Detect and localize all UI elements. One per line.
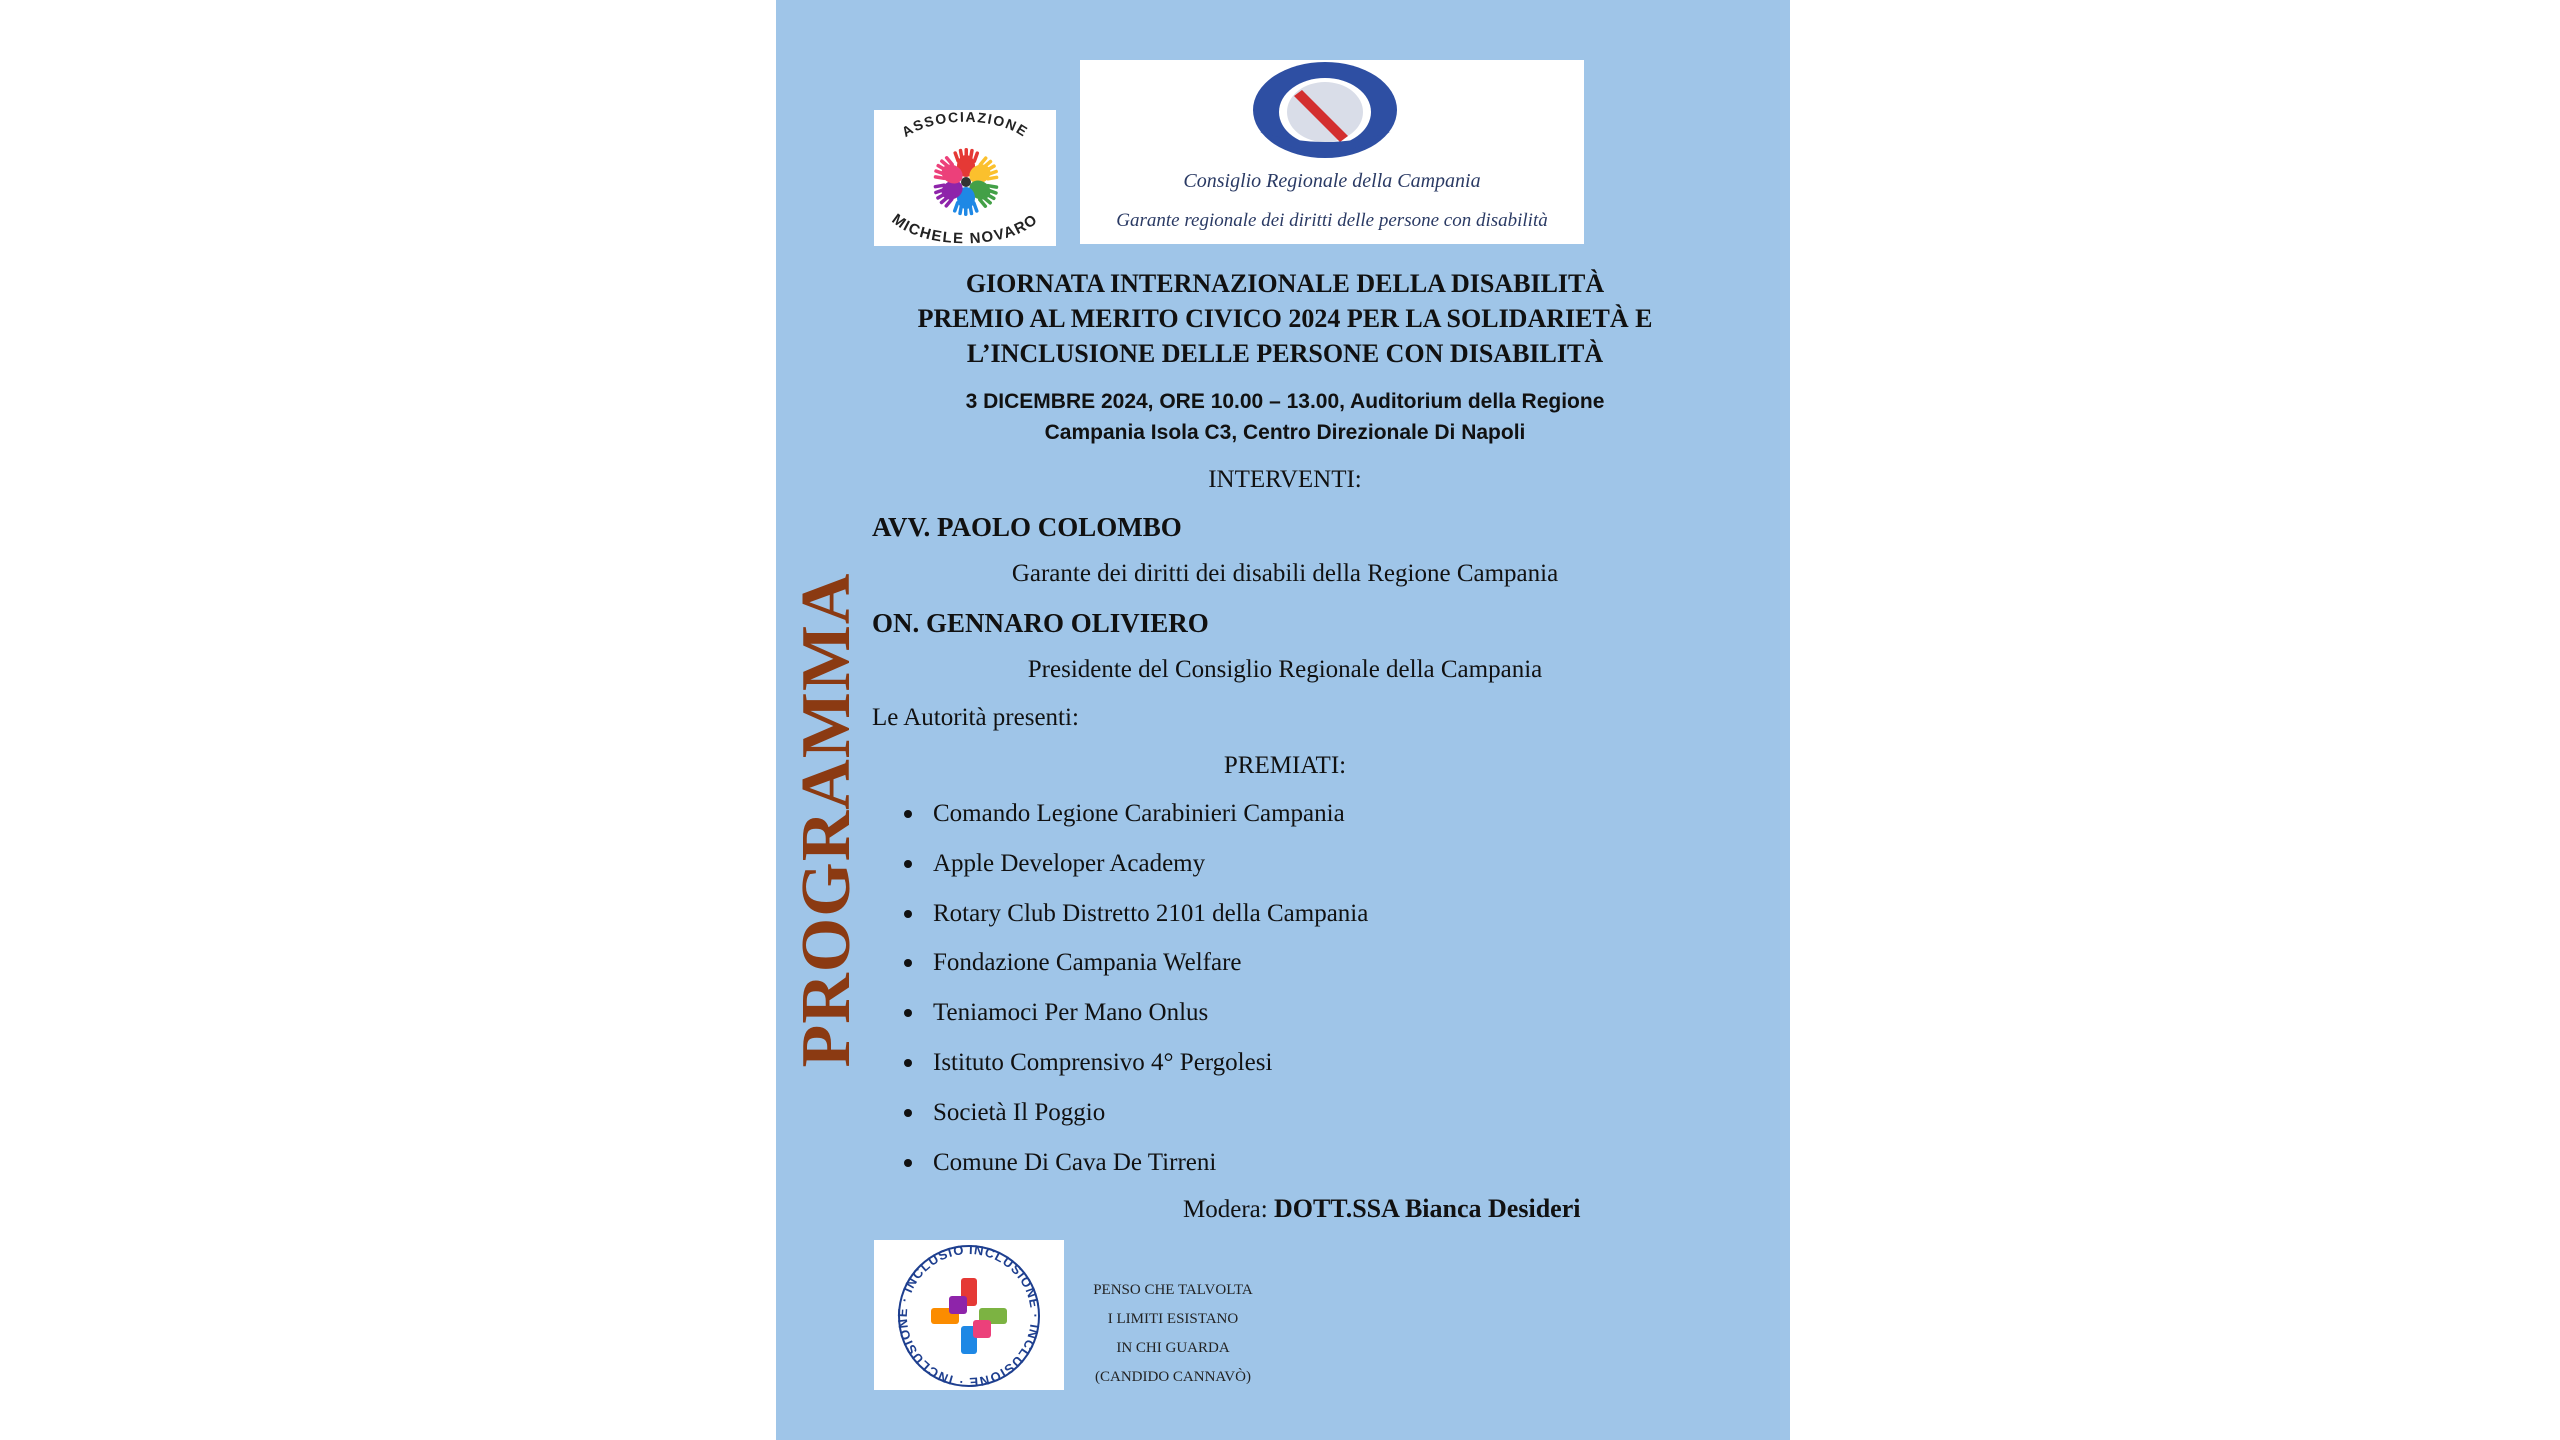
associazione-logo [874,110,1056,246]
bullet-icon [904,860,912,868]
speaker-name: AVV. PAOLO COLOMBO [872,512,1182,542]
date-line: 3 DICEMBRE 2024, ORE 10.00 – 13.00, Auditorium della Regione [965,390,1605,413]
bullet-icon [904,910,912,918]
speaker-role: Presidente del Consiglio Regionale della Campania [1027,656,1543,683]
award-name: Apple Developer Academy [933,849,1206,877]
event-date-location [860,386,1710,448]
campania-emblem-icon [1080,60,1584,170]
speaker-name: ON. GENNARO OLIVIERO [872,608,1209,638]
list-item [872,1045,1368,1095]
event-title-line: L’INCLUSIONE DELLE PERSONE CON DISABILITÀ [966,339,1604,368]
list-item [872,995,1368,1045]
svg-text:ASSOCIAZIONE [899,110,1031,140]
quote-block [1068,1276,1278,1392]
puzzle-piece [949,1296,967,1314]
moderator-label: Modera: [1183,1196,1268,1223]
consiglio-regionale-logo [1080,60,1584,244]
list-item [872,796,1368,846]
event-title-line: PREMIO AL MERITO CIVICO 2024 PER LA SOLIDARIETÀ E [917,304,1653,333]
award-name: Rotary Club Distretto 2101 della Campania [933,899,1369,927]
premiati-label: PREMIATI: [1223,752,1347,779]
location-line: Campania Isola C3, Centro Direzionale Di Napoli [1044,421,1526,444]
bullet-icon [904,1109,912,1117]
programma-side-title: PROGRAMMA [788,572,865,1068]
list-item [872,846,1368,896]
bullet-icon [904,1059,912,1067]
inclusione-logo [874,1240,1064,1390]
award-name: Comune Di Cava De Tirreni [933,1148,1217,1176]
inclusione-ring-text: INCLUSIONE · INCLUSIONE · INCLUSIONE · INCLUSIO [894,1241,1043,1390]
list-item [872,1095,1368,1145]
list-item [872,945,1368,995]
award-name: Teniamoci Per Mano Onlus [933,999,1209,1027]
assoc-logo-text-top: ASSOCIAZIONE [898,110,1032,140]
consiglio-subtitle: Garante regionale dei diritti delle persone con disabilità [1116,210,1548,231]
moderator-name: DOTT.SSA Bianca Desideri [1273,1194,1581,1223]
list-item [872,896,1368,946]
moderator-line [1183,1194,1580,1224]
colored-hands-icon [930,148,1002,216]
bullet-icon [904,959,912,967]
award-name: Comando Legione Carabinieri Campania [933,800,1345,827]
consiglio-name: Consiglio Regionale della Campania [1183,170,1481,192]
award-name: Istituto Comprensivo 4° Pergolesi [933,1048,1273,1076]
award-name: Società Il Poggio [933,1098,1106,1126]
bullet-icon [904,1159,912,1167]
inclusione-logo-graphic [874,1240,1064,1390]
authorities-line: Le Autorità presenti: [872,704,1079,731]
bullet-icon [904,810,912,818]
list-item [872,1145,1368,1195]
interventi-label: INTERVENTI: [1208,466,1362,493]
associazione-logo-graphic [874,110,1056,246]
quote-line: IN CHI GUARDA [1116,1340,1230,1356]
awards-list [872,796,1368,1194]
event-title [860,266,1710,371]
quote-line: PENSO CHE TALVOLTA [1093,1282,1253,1298]
assoc-logo-text-bottom: MICHELE NOVARO [888,210,1042,246]
bullet-icon [904,1009,912,1017]
speaker-role: Garante dei diritti dei disabili della Regione Campania [1011,560,1559,587]
event-title-line: GIORNATA INTERNAZIONALE DELLA DISABILITÀ [965,269,1605,298]
quote-author: (CANDIDO CANNAVÒ) [1095,1369,1251,1385]
puzzle-piece [973,1320,991,1338]
award-name: Fondazione Campania Welfare [933,949,1242,977]
quote-line: I LIMITI ESISTANO [1107,1311,1239,1327]
svg-text:MICHELE NOVARO [889,211,1042,246]
